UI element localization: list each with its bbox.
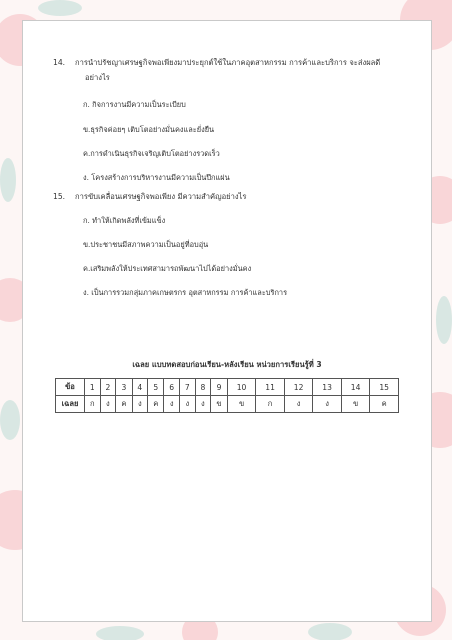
row-header-number: ข้อ (56, 379, 85, 396)
answer-key-title: เฉลย แบบทดสอบก่อนเรียน-หลังเรียน หน่วยการเรียนรู้ที่ 3 (132, 360, 322, 369)
table-cell: ง (132, 396, 148, 413)
table-cell: ข (227, 396, 256, 413)
table-cell: 15 (370, 379, 399, 396)
table-cell: ง (100, 396, 116, 413)
option-b: ข.ประชาชนมีสภาพความเป็นอยู่ที่อบอุ่น (83, 240, 209, 249)
table-cell: ข (341, 396, 370, 413)
table-cell: 14 (341, 379, 370, 396)
question-number: 15. (53, 192, 66, 201)
table-cell: 3 (116, 379, 132, 396)
row-header-answer: เฉลย (56, 396, 85, 413)
table-cell: 9 (211, 379, 228, 396)
table-cell: ก (85, 396, 101, 413)
option-b: ข.ธุรกิจค่อยๆ เติบโตอย่างมั่นคงและยั่งยืน (83, 125, 215, 134)
table-cell: 7 (180, 379, 196, 396)
question-text-line2: อย่างไร (85, 73, 110, 82)
question-number: 14. (53, 58, 66, 67)
table-cell: ง (164, 396, 180, 413)
table-cell: ก (256, 396, 285, 413)
table-cell: ง (180, 396, 196, 413)
table-cell: ง (195, 396, 211, 413)
question-text: การนำปรัชญาเศรษฐกิจพอเพียงมาประยุกต์ใช้ในภาคอุตสาหกรรม การค้าและบริการ จะส่งผลดี (75, 58, 381, 67)
option-d: ง. เป็นการรวมกลุ่มภาคเกษตรกร อุตสาหกรรม การค้าและบริการ (83, 288, 288, 297)
table-cell: 5 (148, 379, 164, 396)
worksheet-page (22, 20, 432, 622)
table-cell: 10 (227, 379, 256, 396)
option-c: ค.การดำเนินธุรกิจเจริญเติบโตอย่างรวดเร็ว (83, 149, 220, 158)
table-cell: 2 (100, 379, 116, 396)
table-cell: 11 (256, 379, 285, 396)
table-cell: 1 (85, 379, 101, 396)
table-cell: ค (148, 396, 164, 413)
table-cell: ค (116, 396, 132, 413)
table-cell: ค (370, 396, 399, 413)
answer-key-table (55, 378, 399, 413)
table-cell: 6 (164, 379, 180, 396)
table-row-answers (56, 396, 399, 413)
question-text: การขับเคลื่อนเศรษฐกิจพอเพียง มีความสำคัญอย่างไร (75, 192, 247, 201)
table-row-numbers (56, 379, 399, 396)
option-c: ค.เสริมพลังให้ประเทศสามารถพัฒนาไปได้อย่างมั่นคง (83, 264, 252, 273)
table-cell: 4 (132, 379, 148, 396)
table-cell: 13 (313, 379, 342, 396)
table-cell: ง (284, 396, 313, 413)
option-a: ก. กิจการงานมีความเป็นระเบียบ (83, 100, 186, 109)
table-cell: ข (211, 396, 228, 413)
option-d: ง. โครงสร้างการบริหารงานมีความเป็นปึกแผ่น (83, 173, 230, 182)
option-a: ก. ทำให้เกิดพลังที่เข้มแข็ง (83, 216, 166, 225)
table-cell: 12 (284, 379, 313, 396)
table-cell: ง (313, 396, 342, 413)
table-cell: 8 (195, 379, 211, 396)
